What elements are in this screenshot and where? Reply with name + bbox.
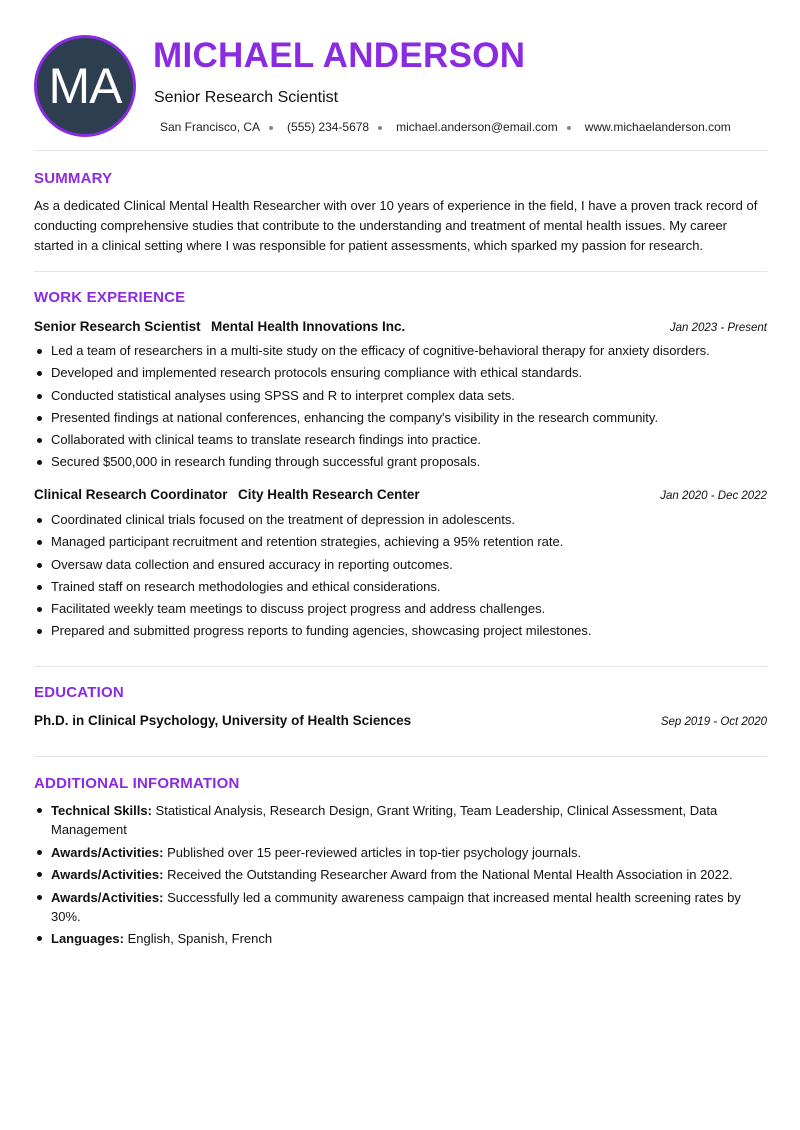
avatar-initials: MA	[48, 58, 122, 114]
item-text: English, Spanish, French	[123, 931, 273, 947]
list-item	[34, 929, 769, 948]
avatar	[34, 35, 136, 137]
contact-phone: (555) 234-5678	[287, 120, 370, 134]
list-item: Led a team of researchers in a multi-site study on the efficacy of cognitive-behavioral therapy for anxiety disorders.	[34, 342, 769, 360]
candidate-title: Senior Research Scientist	[154, 89, 339, 106]
separator-dot-icon	[567, 126, 571, 130]
item-text: Statistical Analysis, Research Design, Grant Writing, Team Leadership, Clinical Assessment, Data Management	[51, 803, 718, 837]
candidate-name: MICHAEL ANDERSON	[153, 36, 526, 75]
job-header	[34, 486, 767, 504]
list-item: Oversaw data collection and ensured accuracy in reporting outcomes.	[34, 556, 769, 574]
divider	[34, 150, 767, 151]
additional-info-list	[34, 801, 769, 952]
list-item: Prepared and submitted progress reports to funding agencies, showcasing project milestones.	[34, 622, 769, 640]
separator-dot-icon	[378, 126, 382, 130]
section-title-summary: SUMMARY	[34, 170, 113, 187]
item-label: Languages:	[51, 931, 124, 947]
education-degree: Ph.D. in Clinical Psychology, University of Health Sciences	[34, 713, 412, 728]
summary-text: As a dedicated Clinical Mental Health Researcher with over 10 years of experience in the field, I have a proven track record of conducting comprehensive studies that contribute to the understanding and treatment of mental health issues. My career started in a clinical setting where I was responsible for patient assessments, which sparked my passion for research.	[34, 198, 758, 253]
list-item: Conducted statistical analyses using SPSS and R to interpret complex data sets.	[34, 387, 769, 405]
divider	[34, 666, 767, 667]
list-item	[34, 843, 769, 862]
item-label: Technical Skills:	[51, 803, 152, 818]
education-entry	[34, 713, 767, 728]
job-bullets	[34, 342, 769, 476]
section-title-additional-information: ADDITIONAL INFORMATION	[34, 775, 240, 792]
list-item: Secured $500,000 in research funding through successful grant proposals.	[34, 453, 769, 471]
item-text: Received the Outstanding Researcher Award from the National Mental Health Association in 2022.	[163, 867, 733, 883]
item-label: Awards/Activities:	[51, 867, 164, 883]
contact-location: San Francisco, CA	[160, 120, 261, 134]
job-role: Clinical Research Coordinator	[34, 487, 228, 502]
contact-website[interactable]: www.michaelanderson.com	[584, 120, 731, 134]
list-item	[34, 865, 769, 884]
contact-bar	[160, 120, 731, 134]
job-bullets	[34, 511, 769, 645]
list-item	[34, 888, 769, 926]
item-label: Awards/Activities:	[51, 889, 164, 905]
list-item: Facilitated weekly team meetings to discuss project progress and address challenges.	[34, 600, 769, 618]
education-date: Sep 2019 - Oct 2020	[660, 716, 767, 728]
list-item	[34, 801, 769, 839]
divider	[34, 271, 767, 272]
job-date: Jan 2023 - Present	[669, 322, 767, 334]
list-item: Developed and implemented research protocols ensuring compliance with ethical standards.	[34, 364, 769, 382]
divider	[34, 756, 767, 757]
separator-dot-icon	[269, 126, 273, 130]
item-text: Published over 15 peer-reviewed articles in top-tier psychology journals.	[163, 844, 582, 860]
contact-email[interactable]: michael.anderson@email.com	[396, 120, 558, 134]
section-title-work-experience: WORK EXPERIENCE	[34, 289, 186, 306]
job-company: City Health Research Center	[238, 487, 420, 502]
job-date: Jan 2020 - Dec 2022	[660, 490, 767, 502]
list-item: Managed participant recruitment and retention strategies, achieving a 95% retention rate.	[34, 533, 769, 551]
job-company: Mental Health Innovations Inc.	[211, 319, 406, 334]
job-header	[34, 318, 767, 336]
section-title-education: EDUCATION	[34, 684, 124, 701]
item-text: Successfully led a community awareness campaign that increased mental health screening rates by 30%.	[51, 889, 741, 924]
list-item: Collaborated with clinical teams to translate research findings into practice.	[34, 431, 769, 449]
item-label: Awards/Activities:	[51, 844, 164, 860]
list-item: Coordinated clinical trials focused on the treatment of depression in adolescents.	[34, 511, 769, 529]
list-item: Presented findings at national conferences, enhancing the company's visibility in the research community.	[34, 409, 769, 427]
job-role: Senior Research Scientist	[34, 319, 201, 334]
list-item: Trained staff on research methodologies and ethical considerations.	[34, 578, 769, 596]
